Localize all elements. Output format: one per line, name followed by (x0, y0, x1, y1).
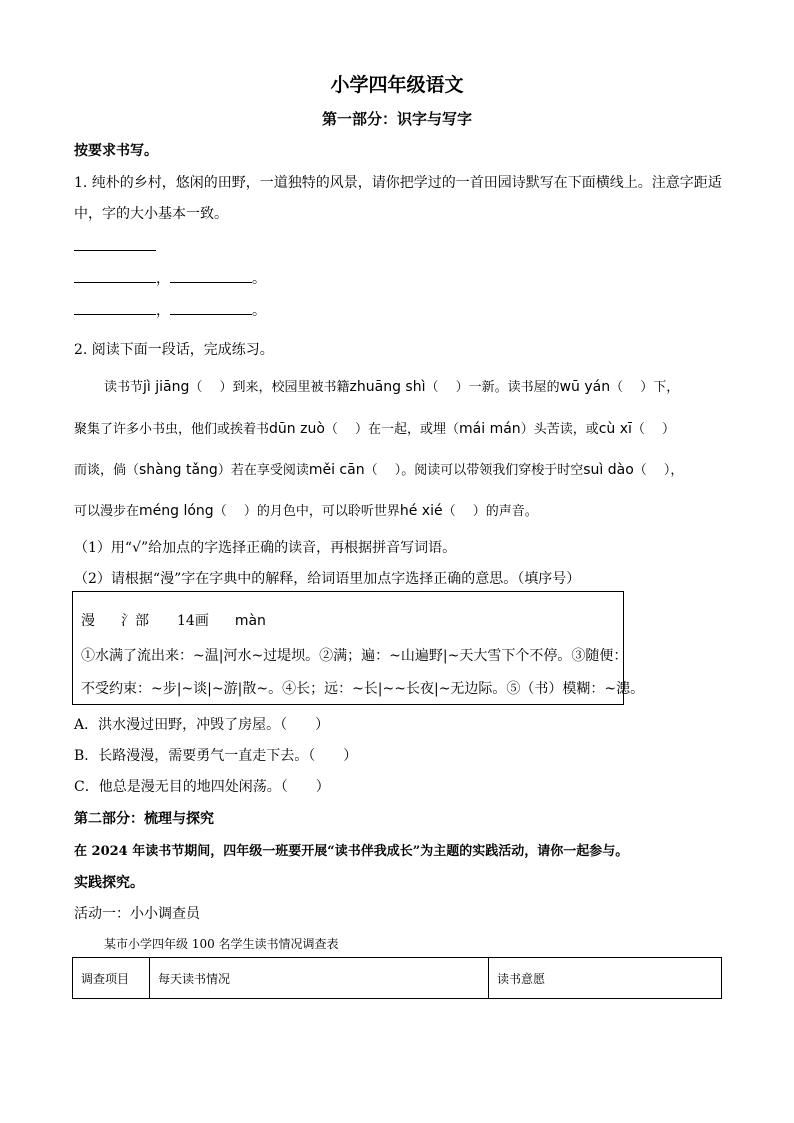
table-header-cell: 调查项目 (73, 958, 150, 999)
option-b: B．长路漫漫，需要勇气一直走下去。（ ） (74, 748, 358, 764)
dictionary-meaning-1: ①水满了流出来：~温|河水~过堤坝。②满；遍：~山遍野|~天大雪下个不停。③随便： (81, 648, 628, 664)
passage-line-3: 而谈，倘（shàng tǎng）若在享受阅读měi cān（ ）。阅读可以带领我们穿梭于时空suì dào（ ）， (74, 462, 684, 478)
question-1-line-1: 1. 纯朴的乡村，悠闲的田野，一道独特的风景，请你把学过的一首田园诗默写在下面横线上。注意字距适 (74, 175, 722, 191)
section-two-intro: 在 2024 年读书节期间，四年级一班要开展“读书伴我成长”为主题的实践活动，请你一起参与。 (74, 844, 629, 859)
option-a: A．洪水漫过田野，冲毁了房屋。（ ） (74, 717, 330, 733)
sub-question-1: （1）用“√”给加点的字选择正确的读音，再根据拼音写词语。 (74, 540, 457, 556)
dictionary-entry-box (72, 591, 645, 705)
activity-one-title: 活动一：小小调查员 (74, 906, 200, 922)
table-header-cell: 每天读书情况 (150, 958, 489, 999)
question-1-line-2: 中，字的大小基本一致。 (74, 206, 228, 222)
table-row (73, 958, 722, 999)
section-one-title: 第一部分：识字与写字 (321, 110, 472, 128)
passage-line-2: 聚集了许多小书虫，他们或挨着书dūn zuò（ ）在一起，或埋（mái mán）头苦读，或cù xī（ ） (74, 421, 676, 437)
table-header-cell: 读书意愿 (489, 958, 722, 999)
passage-line-1: 读书节jì jiāng（ ）到来，校园里被书籍zhuāng shì（ ）一新。读书屋的wū yán（ ）下， (104, 379, 680, 395)
sub-question-2: （2）请根据“漫”字在字典中的解释，给词语里加点字选择正确的意思。（填序号） (74, 571, 581, 587)
passage-line-4: 可以漫步在méng lóng（ ）的月色中，可以聆听世界hé xié（ ）的声音。 (74, 503, 538, 519)
option-c: C．他总是漫无目的地四处闲荡。（ ） (74, 779, 330, 795)
question-2-intro: 2. 阅读下面一段话，完成练习。 (74, 342, 274, 358)
page-title: 小学四年级语文 (330, 74, 464, 96)
poem-line-1[interactable]: ， 。 (74, 268, 266, 288)
section-two-title: 第二部分：梳理与探究 (74, 811, 214, 827)
practice-heading: 实践探究。 (74, 875, 144, 891)
table-caption: 某市小学四年级 100 名学生读书情况调查表 (104, 937, 339, 951)
instruction-heading: 按要求书写。 (74, 143, 158, 159)
dictionary-header: 漫 氵部 14画 màn (81, 613, 266, 629)
survey-table (72, 957, 722, 999)
poem-title-line[interactable] (74, 236, 156, 255)
dictionary-meaning-2: 不受约束：~步|~谈|~游|散~。④长；远：~长|~~长夜|~无边际。⑤（书）模糊：~漶。 (81, 681, 645, 697)
poem-line-2[interactable]: ， 。 (74, 300, 266, 320)
